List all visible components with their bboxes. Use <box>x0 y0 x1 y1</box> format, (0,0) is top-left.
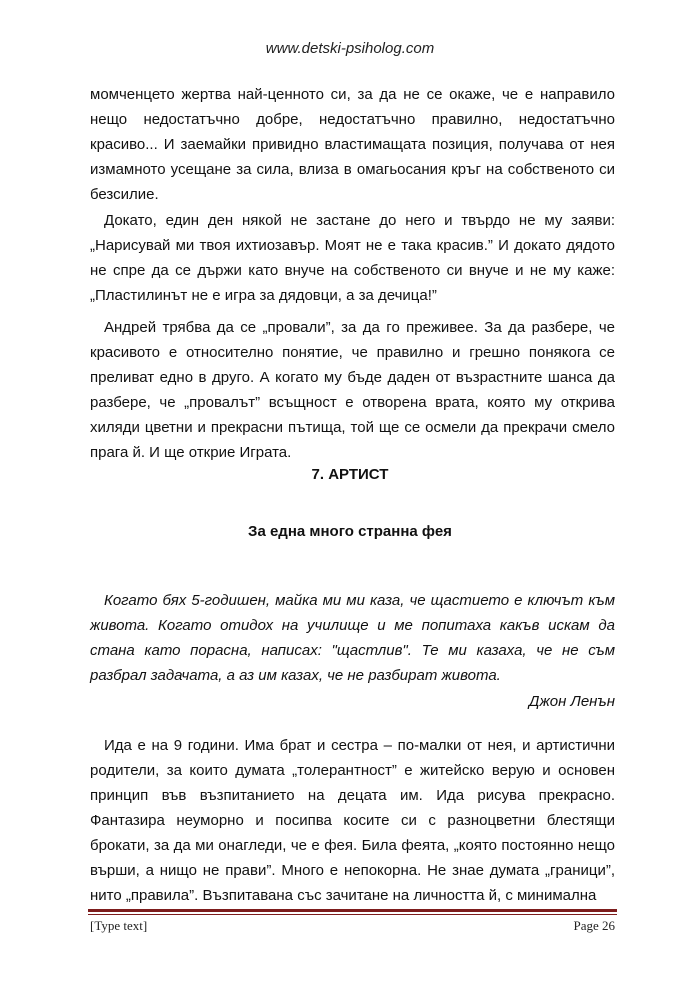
paragraph-text: Ида е на 9 години. Има брат и сестра – по-малки от нея, и артистични родители, за които думата „толерантност” е житейско верую и основен принцип във възпитанието на децата им. Ида рисува прекрасно. Фантазира неуморно и посипва косите си с разноцветни блестящи брокати, за да ми онагледи, че е фея. Била феята, „която постоянно нещо върши, а нищо не прави”. Много е непокорна. Не знае думата „граници”, нито „правила”. Възпитавана със зачитане на личността й, с минимална <box>90 737 615 904</box>
epigraph-text: Когато бях 5-годишен, майка ми ми каза, че щастието е ключът към живота. Когато отидох на училище и ме попитаха какъв искам да стана като порасна, написах: "щастлив". Те ми казаха, че не съм разбрал задачата, а аз им казах, че не разбират живота. <box>90 592 615 684</box>
paragraph <box>90 82 615 207</box>
epigraph-author: Джон Ленън <box>528 693 615 710</box>
footer-placeholder-text: [Type text] <box>90 918 148 933</box>
chapter-heading: 7. АРТИСТ <box>311 466 389 483</box>
paragraph-text: момченцето жертва най-ценното си, за да не се окаже, че е направило нещо недостатъчно добре, недостатъчно правилно, недостатъчно красиво... И заемайки привидно властимащата позиция, получава от нея измамното усещане за сила, влиза в омагьосания кръг на собственото си безсилие. <box>90 86 615 203</box>
site-url: www.detski-psiholog.com <box>265 40 435 57</box>
footer-rule-thin <box>88 914 617 915</box>
paragraph-text: Докато, един ден някой не застане до него и твърдо не му заяви: „Нарисувай ми твоя ихтиозавър. Моят не е така красив.” И докато дядото не спре да се държи като внуче на собственото си внуче и не му каже: „Пластилинът не е игра за дядовци, а за дечица!” <box>90 212 615 304</box>
paragraph <box>90 733 615 908</box>
chapter-subheading: За една много странна фея <box>248 523 452 540</box>
epigraph <box>90 588 615 688</box>
paragraph-text: Андрей трябва да се „провали”, за да го преживее. За да разбере, че красивото е относително понятие, че правилно и грешно понякога се преливат едно в друго. А когато му бъде даден от възрастните шанса да разбере, че „провалът” всъщност е отворена врата, която му открива хиляди цветни и прекрасни пътища, той ще се осмели да прекрачи смело прага й. И ще открие Играта. <box>90 319 615 461</box>
page-number: Page 26 <box>573 918 615 933</box>
paragraph <box>90 208 615 308</box>
paragraph <box>90 315 615 465</box>
footer-rule-thick <box>88 909 617 912</box>
